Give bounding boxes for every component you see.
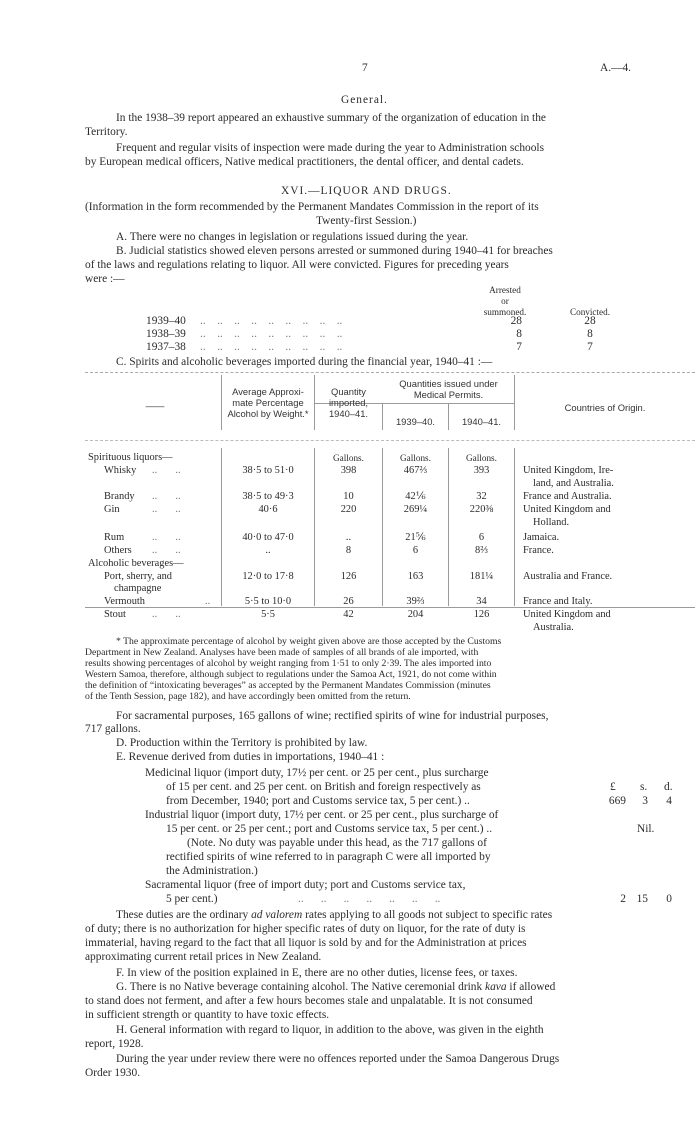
ad-valorem-text-c: rates applying to all goods not subject to specific rates (305, 909, 553, 921)
arrest-header-convicted: Convicted. (569, 307, 611, 317)
general-para2-line1: Frequent and regular visits of inspection were made during the year to Administration schools (116, 142, 544, 154)
row-issued-1940: 181¼ (469, 571, 494, 582)
table-top-rule (85, 372, 695, 373)
row-qty-imported: .. (345, 532, 352, 543)
kava-italic: kava (485, 981, 507, 993)
ad-valorem-line3: immaterial, having regard to the fact that all liquor is sold by and for the Administration at prices (85, 937, 527, 949)
category-alcoholic: Alcoholic beverages— (88, 558, 184, 569)
report-reference: A.—4. (600, 62, 632, 74)
item-g-text-c: if allowed (509, 981, 556, 993)
row-country-cont: land, and Australia. (533, 478, 614, 489)
sacramental-line2: 717 gallons. (85, 723, 141, 735)
row-name: Rum (104, 532, 125, 543)
sacramental-liquor-line2: 5 per cent.) (166, 893, 218, 905)
arrest-row-convicted: 7 (587, 341, 593, 353)
leader-dots: .. .. .. .. .. .. .. (298, 893, 441, 905)
footnote-line2: Department in New Zealand. Analyses have been made of samples of all brands of ale imported, with (85, 647, 479, 658)
row-country: France and Italy. (523, 596, 593, 607)
row-issued-1939: 163 (407, 571, 424, 582)
note-line2: rectified spirits of wine referred to in paragraph C were all imported by (166, 851, 491, 863)
arrest-row-arrested: 28 (510, 315, 522, 327)
header-year-1940: 1940–41. (461, 416, 502, 427)
leader-dots: .. .. (152, 504, 181, 515)
arrest-row-arrested: 7 (516, 341, 522, 353)
medicinal-line1: Medicinal liquor (import duty, 17½ per cent. or 25 per cent., plus surcharge (145, 767, 489, 779)
leader-dots: .. .. (152, 465, 181, 476)
section-intro-line1: (Information in the form recommended by the Permanent Mandates Commission in the report of its (85, 201, 539, 213)
note-line1: (Note. No duty was payable under this head, as the 717 gallons of (187, 837, 487, 849)
ad-valorem-text-a: These duties are the ordinary (116, 909, 249, 921)
row-name: Gin (104, 504, 120, 515)
row-issued-1939: 467⅔ (403, 465, 428, 476)
row-name: Port, sherry, and (104, 571, 173, 582)
ad-valorem-italic: ad valorem (251, 909, 303, 921)
row-issued-1940: 220⅜ (469, 504, 494, 515)
row-issued-1939: 6 (412, 545, 419, 556)
row-issued-1939: 21⅚ (405, 532, 426, 543)
item-g-text-a: G. There is no Native beverage containing alcohol. The Native ceremonial drink (116, 981, 483, 993)
leader-dots: .. .. .. .. .. .. .. .. .. (200, 328, 343, 340)
row-qty-imported: 26 (343, 596, 354, 607)
sacramental-shillings: 15 (636, 893, 648, 905)
row-country: Australia and France. (523, 571, 613, 582)
header-qty-line1: Quantity (331, 386, 366, 397)
sacramental-line1: For sacramental purposes, 165 gallons of wine; rectified spirits of wine for industrial purposes, (116, 710, 549, 722)
row-qty-imported: 398 (340, 465, 357, 476)
industrial-line2: 15 per cent. or 25 per cent.; port and Customs service tax, 5 per cent.) .. (166, 823, 493, 835)
row-issued-1940: 34 (476, 596, 487, 607)
item-c: C. Spirits and alcoholic beverages imported during the financial year, 1940–41 :— (116, 356, 493, 368)
item-b-line3: were :— (85, 273, 125, 285)
final-line1: During the year under review there were no offences reported under the Samoa Dangerous Drugs (116, 1053, 560, 1065)
row-issued-1940: 8⅔ (475, 545, 488, 556)
item-b-line1: B. Judicial statistics showed eleven persons arrested or summoned during 1940–41 for breaches (116, 245, 553, 257)
header-qty-line3: 1940–41. (328, 408, 369, 419)
header-qty-line2: imported, (328, 397, 369, 408)
row-issued-1939: 204 (407, 609, 424, 620)
ad-valorem-line1 (116, 908, 552, 923)
item-a: A. There were no changes in legislation or regulations issued during the year. (116, 231, 469, 243)
row-name: Whisky (104, 465, 137, 476)
row-country: United Kingdom and (523, 609, 611, 620)
ad-valorem-line4: approximating current retail prices in New Zealand. (85, 951, 322, 963)
general-heading: General. (341, 94, 388, 106)
row-name: Others (104, 545, 132, 556)
row-name: Brandy (104, 491, 135, 502)
row-qty-imported: 42 (343, 609, 354, 620)
leader-dots: .. .. .. .. .. .. .. .. .. (200, 315, 343, 327)
medicinal-line2: of 15 per cent. and 25 per cent. on British and foreign respectively as (166, 781, 481, 793)
item-h-line1: H. General information with regard to liquor, in addition to the above, was given in the eighth (116, 1024, 544, 1036)
medicinal-line3: from December, 1940; port and Customs service tax, 5 per cent.) .. (166, 795, 470, 807)
item-g-line1 (116, 980, 555, 995)
row-alcohol-pct: .. (265, 545, 271, 556)
row-alcohol-pct: 38·5 to 51·0 (242, 465, 294, 476)
row-country: Jamaica. (523, 532, 560, 543)
column-divider (514, 448, 515, 606)
row-country-cont: Holland. (533, 517, 570, 528)
row-issued-1940: 393 (473, 465, 490, 476)
units-label: Gallons. (400, 453, 431, 463)
item-b-line2: of the laws and regulations relating to liquor. All were convicted. Figures for preceding years (85, 259, 509, 271)
arrest-row-year: 1937–38 (146, 341, 186, 353)
row-name: Stout (104, 609, 126, 620)
row-qty-imported: 8 (345, 545, 352, 556)
footnote-line6: of the Tenth Session, page 182), and have accordingly been omitted from the return. (85, 691, 411, 702)
leader-dots: .. (205, 596, 211, 607)
item-d: D. Production within the Territory is prohibited by law. (116, 737, 368, 749)
row-alcohol-pct: 40·6 (258, 504, 278, 515)
row-qty-imported: 220 (340, 504, 357, 515)
arrest-row-convicted: 28 (584, 315, 596, 327)
general-para1-line2: Territory. (85, 126, 128, 138)
currency-pounds-header: £ (610, 781, 616, 793)
arrest-header-arrested: Arrested (489, 285, 521, 295)
item-g-line2: to stand does not ferment, and after a few hours becomes stale and unpalatable. It is not consumed (85, 995, 533, 1007)
leader-dots: .. .. (152, 609, 181, 620)
footnote-line5: the definition of “intoxicating beverages” as accepted by the Permanent Mandates Commission (minutes (85, 680, 491, 691)
header-avg-line2: mate Percentage (232, 397, 304, 408)
row-alcohol-pct: 38·5 to 49·3 (242, 491, 294, 502)
arrest-row-arrested: 8 (516, 328, 522, 340)
sacramental-pounds: 2 (620, 893, 626, 905)
footnote-line4: Western Samoa, therefore, although subject to regulations under the Samoa Act, 1921, do not come within (85, 669, 497, 680)
header-issued-line2: Medical Permits. (413, 389, 484, 400)
category-spirituous: Spirituous liquors— (88, 452, 173, 463)
header-bottom-rule (85, 440, 695, 441)
item-f: F. In view of the position explained in E, there are no other duties, license fees, or taxes. (116, 967, 518, 979)
header-avg-line1: Average Approxi- (232, 386, 304, 397)
general-para2-line2: by European medical officers, Native medical practitioners, the dental officer, and dental cadets. (85, 156, 524, 168)
leader-dots: .. .. (152, 532, 181, 543)
sacramental-pence: 0 (666, 893, 672, 905)
sacramental-liquor-line1: Sacramental liquor (free of import duty; port and Customs service tax, (145, 879, 466, 891)
row-alcohol-pct: 12·0 to 17·8 (242, 571, 294, 582)
currency-pence-header: d. (664, 781, 673, 793)
row-alcohol-pct: 5·5 (261, 609, 275, 620)
header-blank: —— (145, 400, 165, 411)
arrest-header-or: or (501, 296, 509, 306)
row-country-cont: Australia. (533, 622, 574, 633)
currency-shillings-header: s. (640, 781, 648, 793)
row-issued-1940: 32 (476, 491, 487, 502)
row-country: France and Australia. (523, 491, 612, 502)
row-issued-1940: 126 (473, 609, 490, 620)
item-g-line3: in sufficient strength or quantity to have toxic effects. (85, 1009, 330, 1021)
row-name-cont: champagne (114, 583, 162, 594)
medicinal-pence: 4 (666, 795, 672, 807)
medicinal-shillings: 3 (642, 795, 648, 807)
row-country: France. (523, 545, 554, 556)
row-issued-1939: 42⅙ (405, 491, 426, 502)
section-intro-line2: Twenty-first Session.) (316, 215, 417, 227)
general-para1-line1: In the 1938–39 report appeared an exhaustive summary of the organization of education in the (116, 112, 546, 124)
row-qty-imported: 126 (340, 571, 357, 582)
row-issued-1940: 6 (478, 532, 485, 543)
row-issued-1939: 39⅔ (406, 596, 425, 607)
header-avg-line3: Alcohol by Weight.* (227, 408, 309, 419)
page-number: 7 (362, 62, 368, 74)
row-issued-1939: 269¼ (403, 504, 428, 515)
row-name: Vermouth (104, 596, 145, 607)
item-h-line2: report, 1928. (85, 1038, 144, 1050)
ad-valorem-line2: of duty; there is no authorization for higher specific rates of duty on liquor, for the rate of duty is (85, 923, 526, 935)
industrial-value: Nil. (637, 823, 655, 835)
header-issued-line1: Quantities issued under (399, 378, 498, 389)
medicinal-pounds: 669 (608, 795, 626, 807)
leader-dots: .. .. .. .. .. .. .. .. .. (200, 341, 343, 353)
row-country: United Kingdom and (523, 504, 611, 515)
final-line2: Order 1930. (85, 1067, 141, 1079)
header-year-1939: 1939–40. (395, 416, 436, 427)
arrest-row-convicted: 8 (587, 328, 593, 340)
industrial-line1: Industrial liquor (import duty, 17½ per cent. or 25 per cent., plus surcharge of (145, 809, 499, 821)
leader-dots: .. .. (152, 545, 181, 556)
leader-dots: .. .. (152, 491, 181, 502)
units-label: Gallons. (466, 453, 497, 463)
row-alcohol-pct: 40·0 to 47·0 (242, 532, 294, 543)
units-label: Gallons. (333, 453, 364, 463)
header-countries: Countries of Origin. (564, 402, 646, 413)
section-heading: XVI.—LIQUOR AND DRUGS. (281, 185, 452, 197)
footnote-line3: results showing percentages of alcohol by weight ranging from 1·51 to only 2·39. The ales imported into (85, 658, 492, 669)
footnote-line1: * The approximate percentage of alcohol by weight given above are those accepted by the Customs (116, 636, 502, 647)
arrest-row-year: 1939–40 (146, 315, 186, 327)
note-line3: the Administration.) (166, 865, 258, 877)
row-country: United Kingdom, Ire- (523, 465, 614, 476)
item-e: E. Revenue derived from duties in importations, 1940–41 : (116, 751, 385, 763)
arrest-row-year: 1938–39 (146, 328, 186, 340)
row-alcohol-pct: 5·5 to 10·0 (244, 596, 292, 607)
row-qty-imported: 10 (343, 491, 354, 502)
arrest-header-summoned: summoned. (483, 307, 527, 317)
